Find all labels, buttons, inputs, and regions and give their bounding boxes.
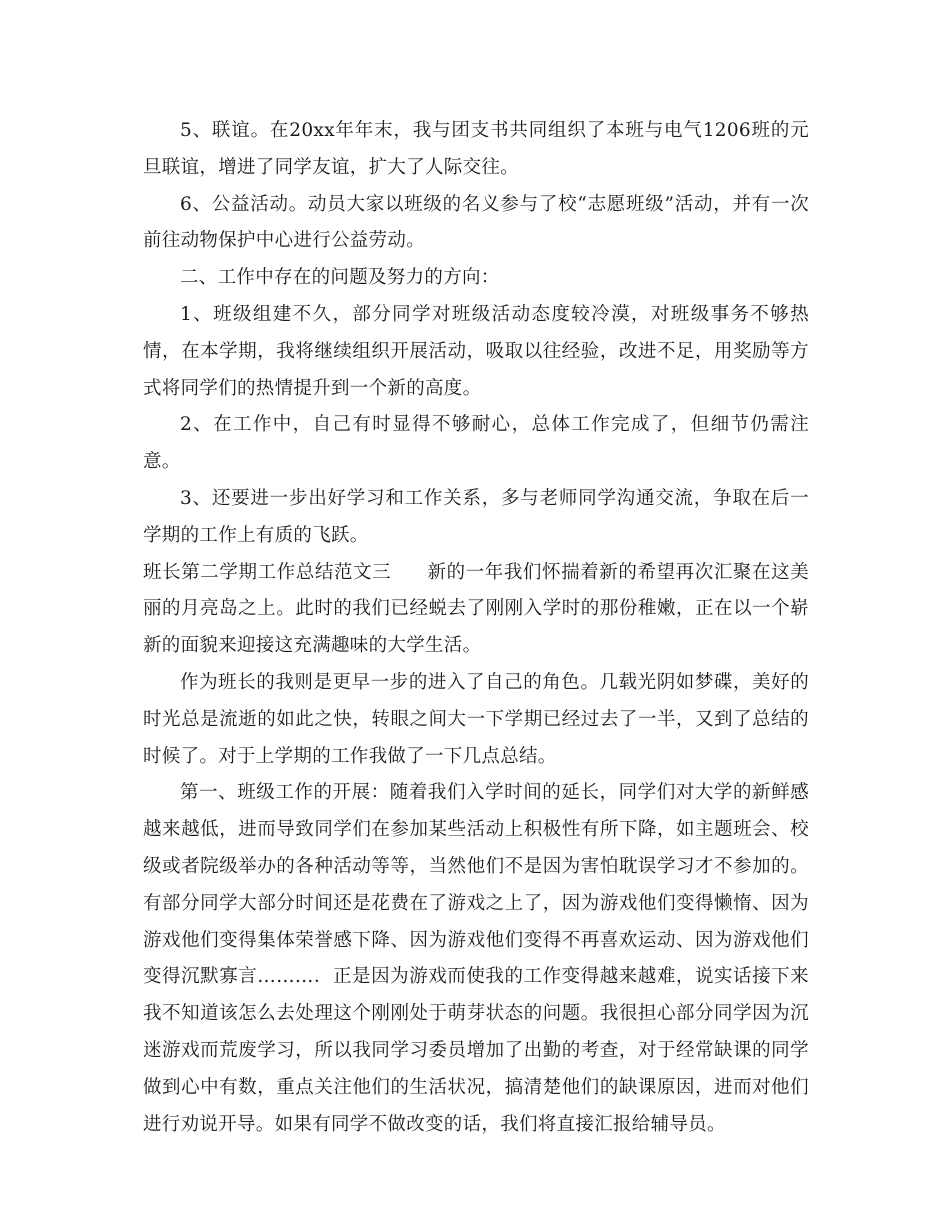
section-three-paragraph bbox=[143, 555, 809, 665]
section-lead: 新的一年我们怀揣着新的希望再次汇聚在这美丽的月亮岛之上。此时的我们已经蜕去了刚刚入学时的那份稚嫩，正在以一个崭新的面貌来迎接这充满趣味的大学生活。 bbox=[143, 561, 809, 657]
document-body bbox=[143, 113, 809, 1143]
paragraph-role: 作为班长的我则是更早一步的进入了自己的角色。几载光阴如梦碟，美好的时光总是流逝的如此之快，转眼之间大一下学期已经过去了一半，又到了总结的时候了。对于上学期的工作我做了一下几点总结。 bbox=[143, 671, 809, 767]
paragraph-problem-3: 3、还要进一步出好学习和工作关系，多与老师同学沟通交流，争取在后一学期的工作上有质的飞跃。 bbox=[143, 487, 809, 546]
paragraph-gongyi: 6、公益活动。动员大家以班级的名义参与了校“志愿班级”活动，并有一次前往动物保护中心进行公益劳动。 bbox=[143, 193, 809, 252]
section-title: 班长第二学期工作总结范文三 bbox=[143, 561, 392, 583]
paragraph-problem-1: 1、班级组建不久，部分同学对班级活动态度较冷漠，对班级事务不够热情，在本学期，我将继续组织开展活动，吸取以往经验，改进不足，用奖励等方式将同学们的热情提升到一个新的高度。 bbox=[143, 303, 809, 399]
paragraph-lianyi: 5、联谊。在20xx年年末，我与团支书共同组织了本班与电气1206班的元旦联谊，增进了同学友谊，扩大了人际交往。 bbox=[143, 120, 809, 178]
paragraph-section-two-heading: 二、工作中存在的问题及努力的方向： bbox=[180, 267, 500, 289]
paragraph-class-work: 第一、班级工作的开展：随着我们入学时间的延长，同学们对大学的新鲜感越来越低，进而导致同学们在参加某些活动上积极性有所下降，如主题班会、校级或者院级举办的各种活动等等，当然他们不是因为害怕耽误学习才不参加的。有部分同学大部分时间还是花费在了游戏之上了，因为游戏他们变得懒惰、因为游戏他们变得集体荣誉感下降、因为游戏他们变得不再喜欢运动、因为游戏他们变得沉默寡言………．正是因为游戏而使我的工作变得越来越难，说实话接下来我不知道该怎么去处理这个刚刚处于萌芽状态的问题。我很担心部分同学因为沉迷游戏而荒废学习，所以我同学习委员增加了出勤的考查，对于经常缺课的同学做到心中有数，重点关注他们的生活状况，搞清楚他们的缺课原因，进而对他们进行劝说开导。如果有同学不做改变的话，我们将直接汇报给辅导员。 bbox=[143, 782, 809, 1135]
paragraph-problem-2: 2、在工作中，自己有时显得不够耐心，总体工作完成了，但细节仍需注意。 bbox=[143, 414, 809, 473]
